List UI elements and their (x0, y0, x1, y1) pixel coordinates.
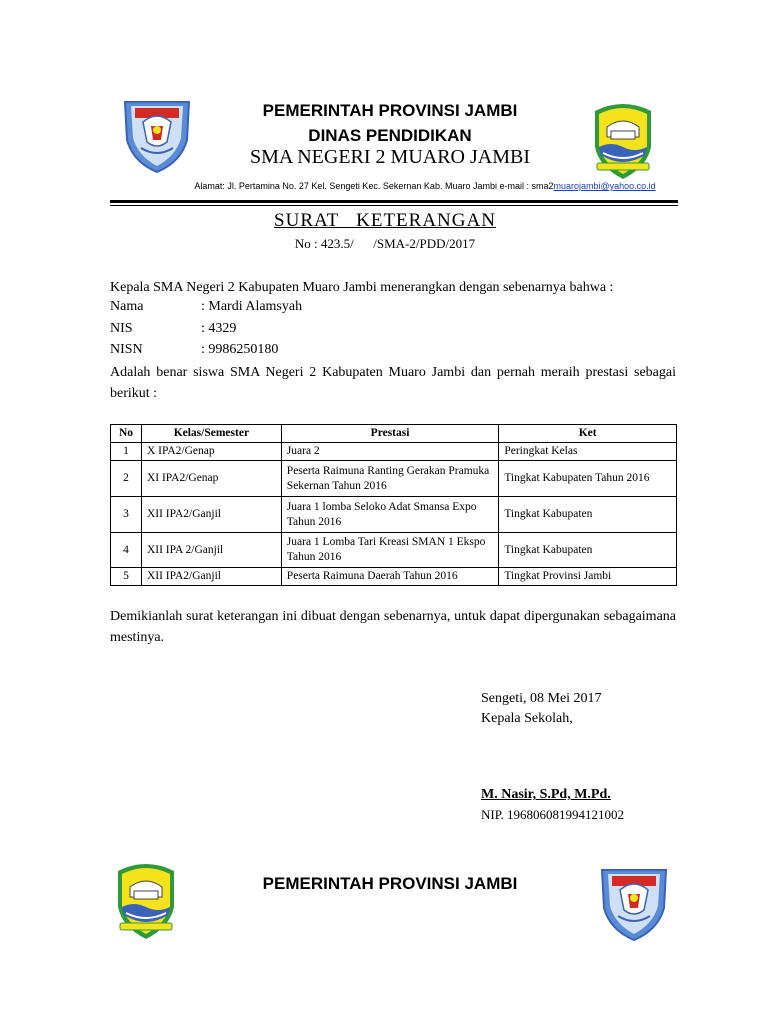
letter-number: No : 423.5/ /SMA-2/PDD/2017 (294, 236, 476, 251)
intro-text: Kepala SMA Negeri 2 Kabupaten Muaro Jambi menerangkan dengan sebenarnya bahwa : (110, 280, 614, 295)
table-row (111, 461, 677, 497)
header-no: No (111, 425, 142, 443)
cell-kelas: X IPA2/Genap (141, 443, 281, 461)
address-text: Alamat: Jl. Pertamina No. 27 Kel. Sengeti Kec. Sekernan Kab. Muaro Jambi e-mail : sma2 (194, 181, 554, 191)
header-government-title: PEMERINTAH PROVINSI JAMBI (262, 101, 518, 120)
header-kelas-semester: Kelas/Semester (141, 425, 281, 443)
header-address (165, 181, 685, 191)
signature-nip: NIP. 196806081994121002 (481, 807, 625, 822)
cell-ket: Tingkat Kabupaten (499, 497, 677, 533)
email-link[interactable]: muarojambi@yahoo.co.id (553, 181, 656, 191)
cell-no: 4 (111, 533, 142, 568)
cell-kelas: XII IPA 2/Ganjil (141, 533, 281, 568)
cell-prestasi: Juara 1 lomba Seloko Adat Smansa Expo Tahun 2016 (281, 497, 499, 533)
letter-title: SURAT KETERANGAN (274, 210, 496, 231)
school-emblem-logo-footer (598, 864, 670, 949)
table-row (111, 443, 677, 461)
statement-text: Adalah benar siswa SMA Negeri 2 Kabupaten Muaro Jambi dan pernah meraih prestasi sebagai berikut : (110, 365, 676, 401)
cell-prestasi: Peserta Raimuna Ranting Gerakan Pramuka Sekernan Tahun 2016 (281, 461, 499, 497)
cell-no: 3 (111, 497, 142, 533)
cell-no: 2 (111, 461, 142, 497)
cell-ket: Peringkat Kelas (499, 443, 677, 461)
header-prestasi: Prestasi (281, 425, 499, 443)
cell-prestasi: Juara 2 (281, 443, 499, 461)
school-emblem-logo (121, 96, 193, 181)
field-label-nama: Nama (110, 299, 144, 314)
signature-place-date: Sengeti, 08 Mei 2017 (481, 691, 602, 706)
cell-kelas: XI IPA2/Genap (141, 461, 281, 497)
cell-prestasi: Peserta Raimuna Daerah Tahun 2016 (281, 568, 499, 586)
field-value-nama: : Mardi Alamsyah (201, 299, 303, 314)
header-ket: Ket (499, 425, 677, 443)
field-value-nis: : 4329 (201, 321, 237, 336)
cell-ket: Tingkat Provinsi Jambi (499, 568, 677, 586)
table-row (111, 568, 677, 586)
cell-prestasi: Juara 1 Lomba Tari Kreasi SMAN 1 Ekspo Tahun 2016 (281, 533, 499, 568)
table-row (111, 497, 677, 533)
header-department-title: DINAS PENDIDIKAN (308, 126, 472, 145)
cell-no: 5 (111, 568, 142, 586)
cell-no: 1 (111, 443, 142, 461)
jambi-province-emblem-logo (587, 97, 659, 186)
table-header-row (111, 425, 677, 443)
header-divider-thick (110, 200, 678, 203)
header-divider-thin (110, 205, 678, 206)
cell-ket: Tingkat Kabupaten (499, 533, 677, 568)
cell-kelas: XII IPA2/Ganjil (141, 568, 281, 586)
footer-government-title: PEMERINTAH PROVINSI JAMBI (262, 874, 518, 893)
cell-kelas: XII IPA2/Ganjil (141, 497, 281, 533)
jambi-province-emblem-logo-footer (110, 857, 182, 946)
closing-text: Demikianlah surat keterangan ini dibuat dengan sebenarnya, untuk dapat dipergunakan sebagaimana mestinya. (110, 609, 676, 645)
header-school-name: SMA NEGERI 2 MUARO JAMBI (249, 146, 531, 168)
table-row (111, 533, 677, 568)
field-label-nisn: NISN (110, 342, 143, 357)
signature-position: Kepala Sekolah, (481, 711, 573, 726)
cell-ket: Tingkat Kabupaten Tahun 2016 (499, 461, 677, 497)
achievement-table (110, 424, 677, 586)
field-value-nisn: : 9986250180 (201, 342, 279, 357)
field-label-nis: NIS (110, 321, 133, 336)
signature-name: M. Nasir, S.Pd, M.Pd. (481, 787, 611, 802)
